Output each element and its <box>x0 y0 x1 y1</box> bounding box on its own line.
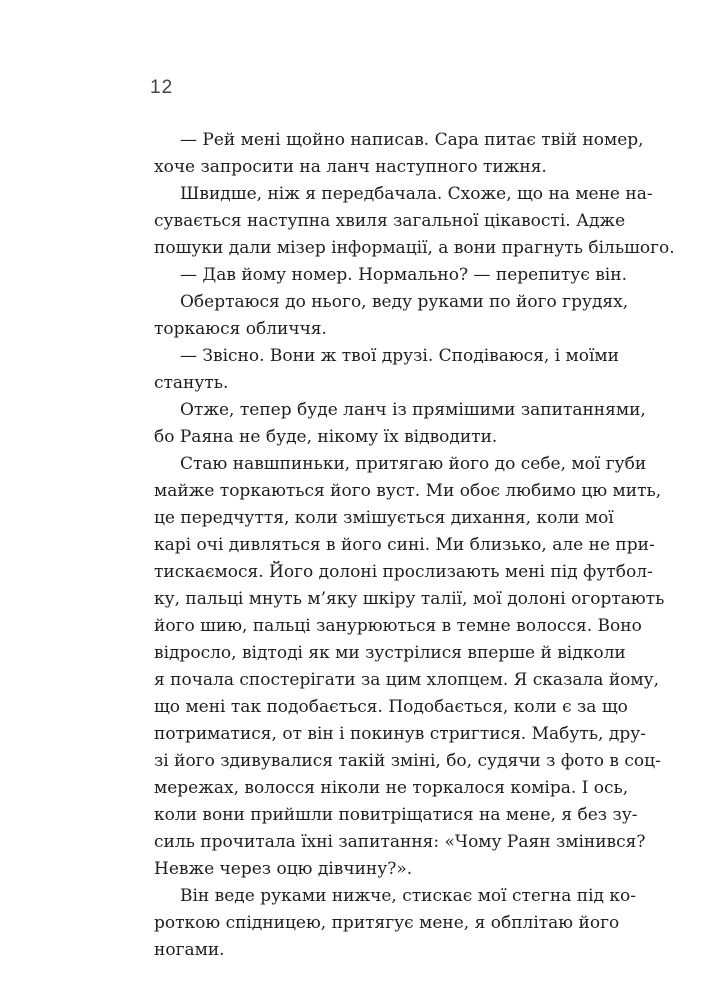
body-text <box>154 127 675 964</box>
text-line: потриматися, от він і покинув стригтися. Мабуть, дру- <box>154 724 646 744</box>
text-line: Він веде руками нижче, стискає мої стегна під ко- <box>180 886 637 906</box>
text-line: ку, пальці мнуть м’яку шкіру талії, мої долоні огортають <box>154 589 665 609</box>
text-line: Стаю навшпиньки, притягаю його до себе, мої губи <box>180 454 647 474</box>
text-line: що мені так подобається. Подобається, коли є за що <box>154 697 628 717</box>
text-line: мережах, волосся ніколи не торкалося коміра. І ось, <box>154 778 629 798</box>
text-line: майже торкаються його вуст. Ми обоє любимо цю мить, <box>154 481 662 501</box>
text-line: сувається наступна хвиля загальної цікавості. Адже <box>154 211 626 231</box>
text-line: хоче запросити на ланч наступного тижня. <box>154 157 547 177</box>
paragraph <box>154 127 644 181</box>
paragraph <box>154 343 619 397</box>
text-line: його шию, пальці занурюються в темне волосся. Воно <box>154 616 642 636</box>
text-line: — Рей мені щойно написав. Сара питає твій номер, <box>180 130 644 150</box>
page-number: 12 <box>150 77 174 98</box>
text-line: роткою спідницею, притягує мене, я обплітаю його <box>154 913 620 933</box>
text-line: карі очі дивляться в його сині. Ми близько, але не при- <box>154 535 655 555</box>
text-line: відросло, відтоді як ми зустрілися вперше й відколи <box>154 643 626 663</box>
paragraph <box>154 289 629 343</box>
text-line: — Дав йому номер. Нормально? — перепитує він. <box>180 265 627 285</box>
text-line: Отже, тепер буде ланч із прямішими запитаннями, <box>180 400 646 420</box>
text-line: бо Раяна не буде, нікому їх відводити. <box>154 427 498 447</box>
text-line: це передчуття, коли змішується дихання, коли мої <box>154 508 614 528</box>
paragraph <box>154 181 675 262</box>
paragraph <box>154 262 627 289</box>
text-line: Невже через оцю дівчину?». <box>154 859 413 879</box>
text-line: силь прочитала їхні запитання: «Чому Раян змінився? <box>154 832 646 852</box>
text-line: пошуки дали мізер інформації, а вони прагнуть більшого. <box>154 238 675 258</box>
text-line: коли вони прийшли повитріщатися на мене, я без зу- <box>154 805 638 825</box>
text-line: ногами. <box>154 940 225 960</box>
text-line: торкаюся обличчя. <box>154 319 327 339</box>
text-line: Обертаюся до нього, веду руками по його грудях, <box>180 292 629 312</box>
text-line: тискаємося. Його долоні прослизають мені під футбол- <box>154 562 653 582</box>
text-line: — Звісно. Вони ж твої друзі. Сподіваюся, і моїми <box>180 346 619 366</box>
text-line: Швидше, ніж я передбачала. Схоже, що на мене на- <box>180 184 653 204</box>
paragraph <box>154 451 665 883</box>
text-line: зі його здивувалися такій зміні, бо, судячи з фото в соц- <box>154 751 661 771</box>
paragraph <box>154 883 637 964</box>
text-line: стануть. <box>154 373 229 393</box>
text-line: я почала спостерігати за цим хлопцем. Я сказала йому, <box>154 670 660 690</box>
paragraph <box>154 397 646 451</box>
